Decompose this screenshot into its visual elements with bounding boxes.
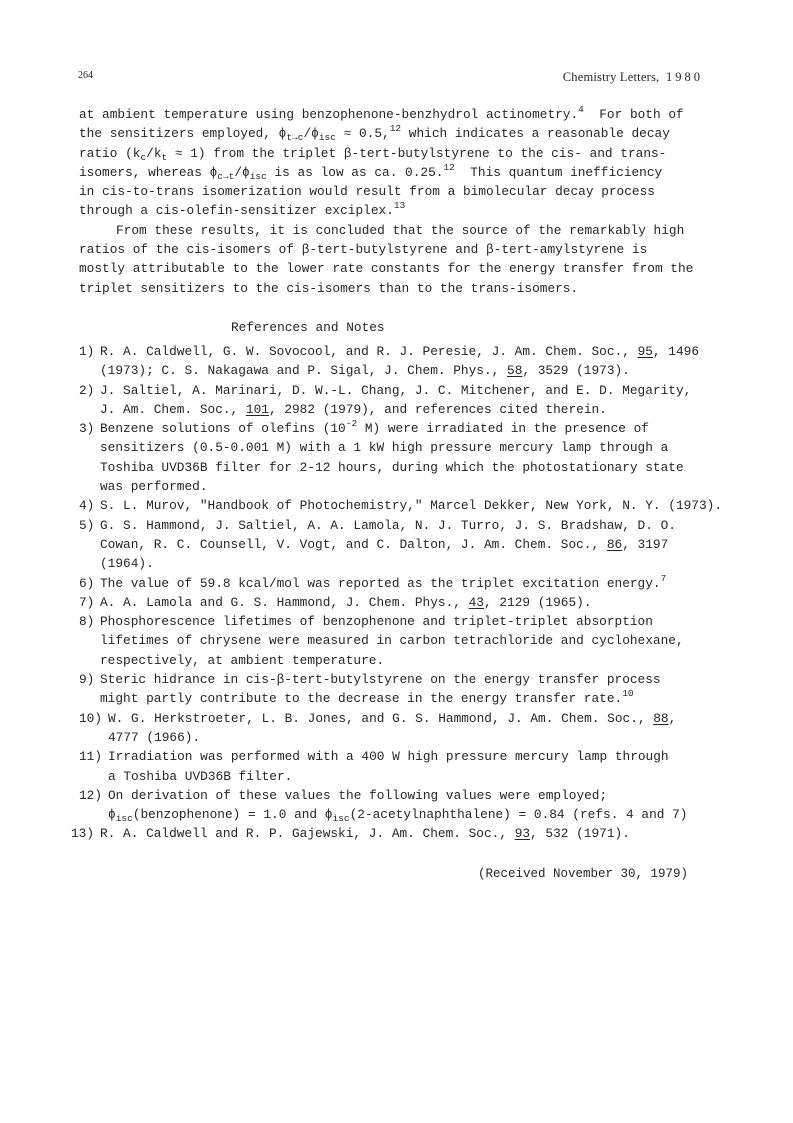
text-line: mostly attributable to the lower rate constants for the energy transfer from the [79,261,694,277]
reference-number: 4) [79,498,95,514]
reference-number: 7) [79,594,95,610]
citation-sup: 12 [389,123,402,135]
text-line: triplet sensitizers to the cis-isomers than to the trans-isomers. [79,280,579,296]
page-number: 264 [78,70,93,81]
paragraph-1 [79,105,704,221]
reference-volume: 43 [468,594,484,610]
text-line: which indicates a reasonable decay [401,126,670,142]
reference-text: (1973); C. S. Nakagawa and P. Sigal, J. Chem. Phys., [100,363,508,379]
reference-text: R. A. Caldwell, G. W. Sovocool, and R. J. Peresie, J. Am. Chem. Soc., [100,344,638,359]
subscript: c→t [217,170,235,182]
reference-number: 10) [79,710,103,726]
subscript: t→c [286,132,304,144]
reference-volume: 58 [507,363,523,379]
reference-text: J. Saltiel, A. Marinari, D. W.-L. Chang, J. C. Mitchener, and E. D. Megarity, [100,382,692,398]
phi-symbol: /ϕ [234,164,250,180]
reference-text: Phosphorescence lifetimes of benzophenone and triplet-triplet absorption [100,614,653,630]
text-line: From these results, it is concluded that the source of the remarkably high [116,222,685,238]
text-line: /k [146,145,162,161]
reference-item [79,670,719,709]
reference-text: might partly contribute to the decrease in the energy transfer rate. [100,691,623,707]
citation-sup: 12 [443,161,455,173]
reference-item [79,747,719,786]
reference-item [79,709,719,748]
reference-text: (benzophenone) = 1.0 and [132,807,325,823]
phi-symbol: ϕ [209,164,218,180]
reference-text: On derivation of these values the following values were employed; [108,787,608,803]
reference-list [71,342,723,844]
reference-text: Toshiba UVD36B filter for 2-12 hours, during which the photostationary state [100,459,684,475]
superscript: -2 [345,418,358,430]
reference-item [79,419,719,496]
reference-text: Steric hidrance in cis-β-tert-butylstyrene on the energy transfer process [100,672,661,688]
citation-sup: 13 [393,200,406,212]
journal-title: Chemistry Letters, [562,70,660,84]
reference-text: , 532 (1971). [530,826,630,842]
reference-text: , 3197 [622,536,669,552]
text-line: ≈ 1) from the triplet β-tert-butylstyrene to the cis- and trans- [167,145,667,161]
text-line: This quantum inefficiency [454,164,663,180]
reference-text: M) were irradiated in the presence of [357,421,649,437]
reference-volume: 95 [637,344,653,359]
subscript: isc [318,132,336,144]
reference-number: 11) [79,749,103,765]
reference-text: J. Am. Chem. Soc., [100,401,246,417]
reference-text: a Toshiba UVD36B filter. [108,768,293,784]
reference-text: respectively, at ambient temperature. [100,652,385,668]
reference-text: lifetimes of chrysene were measured in carbon tetrachloride and cyclohexane, [100,633,684,649]
phi-symbol: ϕ [108,807,116,823]
reference-text: 4777 (1966). [108,729,201,745]
received-date: (Received November 30, 1979) [478,867,689,881]
reference-number: 2) [79,382,95,398]
text-line: through a cis-olefin-sensitizer exciplex. [79,203,394,219]
text-line: ratio (k [79,145,141,161]
reference-number: 5) [79,517,95,533]
reference-text: , 3529 (1973). [522,363,630,379]
phi-symbol: ϕ [278,126,287,142]
references-heading: References and Notes [231,320,385,335]
reference-volume: 86 [606,536,623,552]
page-header [78,70,703,86]
text-line: ratios of the cis-isomers of β-tert-butylstyrene and β-tert-amylstyrene is [79,242,648,258]
paragraph-2 [79,221,704,298]
reference-text: sensitizers (0.5-0.001 M) with a 1 kW high pressure mercury lamp through a [100,440,669,456]
reference-text: (1964). [100,556,154,572]
reference-item [79,342,719,381]
phi-symbol: /ϕ [303,126,319,142]
reference-text: The value of 59.8 kcal/mol was reported as the triplet excitation energy. [100,575,661,591]
journal-name [563,70,703,85]
reference-text: Benzene solutions of olefins (10 [100,421,346,437]
reference-volume: 88 [653,710,669,726]
reference-text: A. A. Lamola and G. S. Hammond, J. Chem. Phys., [100,594,469,610]
reference-text: R. A. Caldwell and R. P. Gajewski, J. Am. Chem. Soc., [100,826,515,842]
subscript: isc [249,170,267,182]
reference-number: 1) [79,344,95,359]
citation-sup: 4 [578,104,584,115]
reference-text: , 2982 (1979), and references cited therein. [268,401,607,417]
reference-item [79,574,719,593]
reference-item [79,593,719,612]
text-line: ≈ 0.5, [335,126,390,142]
subscript: c [140,151,147,163]
citation-sup: 10 [622,688,634,700]
reference-item [79,496,723,515]
reference-text: Cowan, R. C. Counsell, V. Vogt, and C. Dalton, J. Am. Chem. Soc., [100,536,607,552]
text-line: is as low as ca. 0.25. [266,164,444,180]
text-line: at ambient temperature using benzophenone-benzhydrol actinometry. [79,107,579,122]
reference-text: W. G. Herkstroeter, L. B. Jones, and G. S. Hammond, J. Am. Chem. Soc., [108,710,654,726]
reference-text: , 2129 (1965). [483,594,592,610]
subscript: t [161,151,168,163]
reference-item [79,516,719,574]
reference-number: 8) [79,614,95,630]
reference-item [79,786,719,825]
journal-year: 1980 [666,70,703,84]
reference-number: 13) [71,826,95,842]
reference-item [71,824,719,843]
subscript: isc [115,813,133,825]
reference-item [79,612,719,670]
reference-volume: 93 [514,826,531,842]
citation-sup: 7 [660,572,667,584]
reference-number: 6) [79,575,95,591]
reference-text: (2-acetylnaphthalene) = 0.84 (refs. 4 and 7) [349,807,688,823]
reference-text: , 1496 [652,344,699,359]
text-line: the sensitizers employed, [79,126,279,142]
phi-symbol: ϕ [324,807,333,823]
reference-text: G. S. Hammond, J. Saltiel, A. A. Lamola, N. J. Turro, J. S. Bradshaw, D. O. [100,517,676,533]
reference-number: 9) [79,672,95,688]
reference-text: , [668,710,677,726]
reference-number: 12) [79,787,103,803]
body-text [79,105,704,298]
reference-number: 3) [79,421,95,437]
reference-volume: 101 [245,401,269,417]
reference-text: S. L. Murov, "Handbook of Photochemistry," Marcel Dekker, New York, N. Y. (1973). [100,498,723,514]
reference-text: was performed. [100,479,208,495]
text-line: For both of [583,107,684,122]
subscript: isc [332,813,350,825]
reference-item [79,381,719,420]
reference-text: Irradiation was performed with a 400 W high pressure mercury lamp through [108,749,669,765]
text-line: in cis-to-trans isomerization would result from a bimolecular decay process [79,184,655,200]
text-line: isomers, whereas [79,164,210,180]
